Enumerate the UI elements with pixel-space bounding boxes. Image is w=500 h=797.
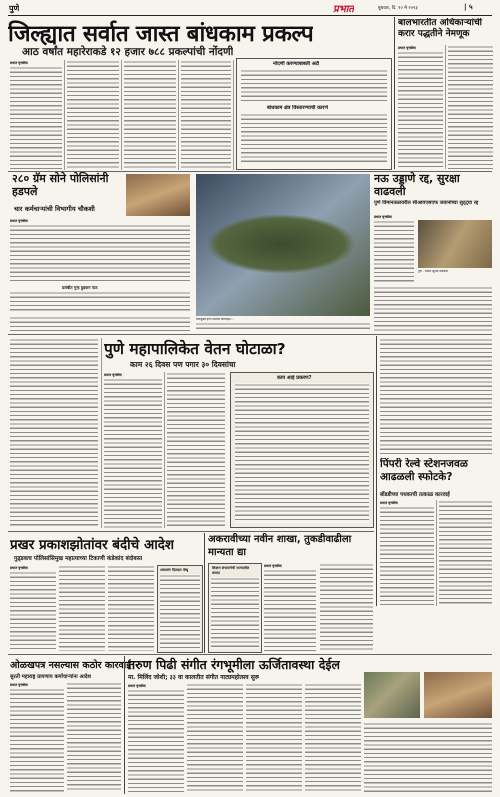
salary-col-2: [167, 372, 225, 528]
id-card-col-1: [10, 688, 64, 792]
right-mid-body: [380, 338, 492, 456]
ban-col-3: [108, 565, 154, 651]
rally-photo-caption: रस्ताडुडेड होंगा पोलीस कार्रवाहन...: [196, 318, 234, 321]
admission-byline: प्रभात वृत्तसेवा: [264, 564, 282, 568]
id-card-col-2: [67, 682, 121, 792]
naw-col-2: [374, 286, 492, 332]
city-label: पुणे: [9, 4, 20, 13]
issue-date: बुधवार, दि. १० मे २०२३: [378, 6, 418, 11]
left-mid-body: [10, 316, 190, 332]
id-card-byline: प्रभात वृत्तसेवा: [10, 683, 28, 687]
music-col-3: [246, 683, 302, 792]
music-headline: तरुण पिढी संगीत रंगभूमीला ऊर्जितावस्था देईल: [128, 657, 340, 672]
admission-headline: अकरावीच्या नवीन शाखा, तुकडीवाढीला मान्यता द्या: [208, 534, 352, 558]
railway-byline: प्रभात वृत्तसेवा: [380, 501, 398, 505]
music-photo-2: [424, 672, 492, 718]
naw-headline: नऊ उड्डाणे रद्द, सुरक्षा वाढवली: [374, 172, 460, 198]
side-box-title: नोंदणी करण्याबाबती अटी: [273, 61, 320, 67]
ban-byline: प्रभात वृत्तसेवा: [10, 566, 28, 570]
right-top-col-2: [448, 45, 493, 169]
ban-subhead: गुढ्डकच पोलिसांसिमुख महात्याच्या टिकाणी कंडेकांद बंदोबस्त: [14, 556, 143, 562]
naw-subhead: पुणे विमानतळावरील सीआयएसएफ जवानांच्या सुट्ट्या रद्द: [374, 200, 479, 206]
naw-photo: [418, 220, 492, 268]
page-number: | ५: [464, 3, 473, 11]
music-col-1: [128, 689, 184, 792]
railway-headline: पिंपरी रेल्वे स्टेशनजवळ आढळली स्फोटके?: [380, 458, 468, 483]
ban-headline: प्रखर प्रकाशझोतांवर बंदीचे आदेश: [10, 537, 175, 553]
lead-headline: जिल्ह्यात सर्वात जास्त बांधकाम प्रकल्प: [8, 21, 314, 47]
ban-col-1: [10, 571, 56, 651]
naw-byline: प्रभात वृत्तसेवा: [374, 215, 392, 219]
right-top-col-1: [398, 51, 443, 169]
railway-col-1: [380, 506, 434, 606]
music-byline: प्रभात वृत्तसेवा: [128, 684, 146, 688]
side-box-title-2: बांधकाम क्षेत्र विस्तारण्याची कारणे: [267, 105, 328, 111]
police-inline-title: प्रलंबीत गुन्ह हुडकन पाठ: [62, 285, 98, 290]
music-subhead: मा. मिलिंद जोशी; ३३ वा कालतीत संगीत नाट्यमहोत्सव सुरू: [128, 674, 260, 681]
lead-col-3: [124, 60, 176, 170]
right-top-byline: प्रभात वृत्तसेवा: [398, 46, 416, 50]
masthead-logo: प्रभात: [333, 4, 355, 15]
salary-subhead: काम २६ दिवस पण पगार ३० दिवसांचा: [130, 360, 236, 369]
music-col-4: [305, 683, 361, 792]
police-subhead: चार कर्मचाऱ्यांची विभागीय चौकशी: [14, 205, 95, 213]
police-headline: २८० ग्रॅम सोने पोलिसांनी हडपले: [12, 172, 109, 198]
ban-col-2: [59, 565, 105, 651]
railway-subhead: बोंडडीच्या पथकाची तत्काळ कारवाई: [380, 492, 450, 498]
salary-box-title: काय आहे प्रकरण?: [277, 375, 312, 381]
salary-headline: पुणे महापालिकेत वेतन घोटाळा?: [104, 340, 286, 358]
salary-box: [230, 372, 374, 528]
lead-col-2: [67, 60, 119, 170]
id-card-headline: ओळखपत्र नसल्यास कठोर कारवाई: [10, 660, 131, 671]
naw-col-1: [374, 220, 414, 282]
admission-col-1: [264, 569, 316, 651]
music-photo-1: [364, 672, 420, 718]
admission-box: [208, 563, 262, 653]
naw-caption: पुणे : येथील सुरक्षा वाढवली: [418, 270, 448, 273]
music-col-5: [364, 722, 492, 792]
police-body-2: [10, 291, 190, 311]
lead-side-box: [236, 58, 392, 170]
police-photo: [126, 174, 190, 216]
salary-byline: प्रभात वृत्तसेवा: [104, 373, 122, 377]
header-rule: [8, 15, 492, 16]
ban-box: [157, 565, 203, 653]
ban-box-title: अधरसंग दिलदार वेब्यू: [160, 568, 189, 572]
left-column-mid: [10, 338, 98, 528]
admission-box-title: शिक्षण संचालनेची राज्यातील कमात: [212, 566, 250, 575]
lead-col-4: [181, 60, 231, 170]
police-byline: प्रभात वृत्तसेवा: [10, 219, 28, 223]
rally-photo: [196, 174, 370, 316]
id-card-subhead: सुरती महाराष्ट्र प्रायणाय कर्माचाऱ्यांना आदेश: [10, 674, 92, 680]
music-col-2: [187, 683, 243, 792]
police-body: [10, 224, 190, 284]
railway-col-2: [439, 500, 492, 606]
lead-subhead: आठ वर्षांत महारेराकडे १२ हजार ७८८ प्रकल्पांची नोंदणी: [22, 46, 234, 58]
lead-col-1: [10, 66, 62, 169]
salary-col-1: [104, 378, 162, 528]
lead-byline: प्रभात वृत्तसेवा: [10, 61, 28, 65]
admission-col-2: [320, 563, 373, 651]
right-top-headline: बालभारतीत अधिकाऱ्यांची करार पद्धतीने नेमणूक: [398, 18, 482, 39]
